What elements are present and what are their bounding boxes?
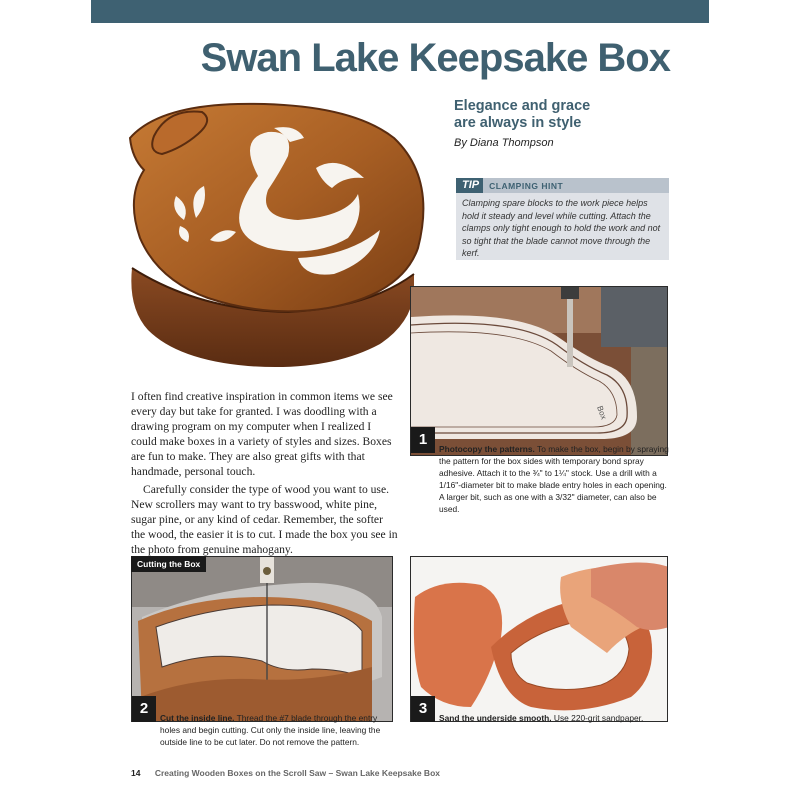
step-3-number: 3 [411,696,435,722]
tip-title: CLAMPING HINT [489,180,564,191]
step-2-caption [160,712,396,748]
step-1-photo [410,286,668,456]
tip-header [456,178,669,193]
step-3-caption-text: Use 220-grit sandpaper. [551,713,644,723]
step-1-caption-text: To make the box, begin by spraying the pattern for the box sides with temporary bond spray adhesive. Attach it to the ¾" to 1¼" stock. Use a drill with a 1/16"-diameter bit to make blade entry holes in each opening. A larger bit, such as one with a 3/32" diameter, can also be used. [439,444,669,514]
byline: By Diana Thompson [454,137,554,149]
article-title: Swan Lake Keepsake Box [200,36,670,80]
step-3-caption-bold: Sand the underside smooth. [439,713,552,723]
article-subtitle [454,98,674,132]
footer-text: Creating Wooden Boxes on the Scroll Saw – Swan Lake Keepsake Box [154,768,440,778]
subtitle-line-2: are always in style [454,115,582,131]
header-band [91,0,709,23]
step-2-caption-text: Thread the #7 blade through the entry holes and begin cutting. Cut only the inside line, leaving the outside line to be cut later. Do not remove the pattern. [160,713,381,747]
step-3-photo [410,556,668,722]
section-label-cutting: Cutting the Box [131,556,206,572]
keepsake-box-photo [118,98,448,380]
body-paragraph-2: Carefully consider the type of wood you want to use. New scrollers may want to try basswood, white pine, sugar pine, or any kind of cedar. Remember, the softer the wood, the easier it is to cut. I made the box you see in the photo from genuine mahogany. [131,483,398,556]
step-3-caption [439,712,671,724]
body-paragraph-1: I often find creative inspiration in common items we see every day but take for granted. I was doodling with a drawing program on my computer when I realized I could make boxes in a variety of styles and sizes. Boxes are fun to make. They are also great gifts with that handmade, personal touch. [131,390,393,478]
step-1-number: 1 [411,427,435,453]
page-number: 14 [131,768,141,778]
subtitle-line-1: Elegance and grace [454,98,591,114]
pattern-label: Box [595,404,609,421]
tip-tag: TIP [456,178,483,193]
step-2-number: 2 [132,696,156,722]
article-body [131,389,399,560]
step-2-caption-bold: Cut the inside line. [160,713,235,723]
tip-box [456,178,669,260]
step-2-photo [131,556,393,722]
tip-text: Clamping spare blocks to the work piece helps hold it steady and level while cutting. Attach the clamps only tight enough to hold the work and not so tight that the blade cannot move through the kerf. [462,198,661,258]
page-footer [131,768,440,778]
step-1-caption-bold: Photocopy the patterns. [439,444,535,454]
step-1-caption [439,443,671,515]
